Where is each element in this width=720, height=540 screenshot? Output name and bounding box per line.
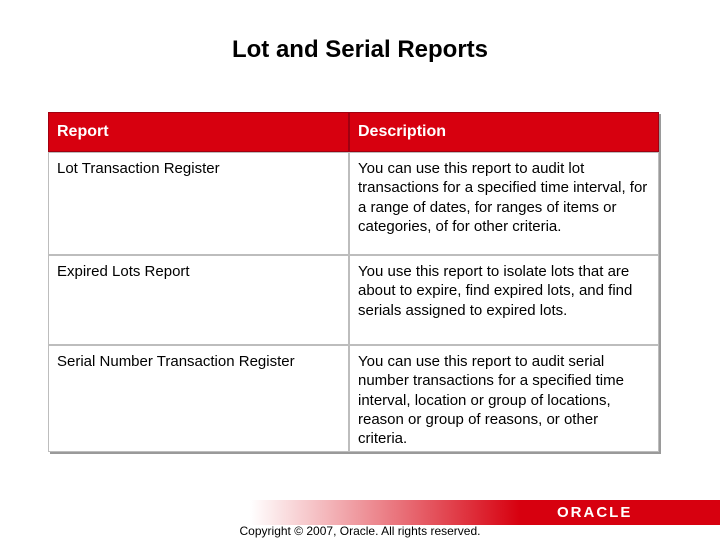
page-title: Lot and Serial Reports	[231, 36, 489, 63]
report-name: Lot Transaction Register	[48, 152, 349, 255]
report-description: You can use this report to audit serial number transactions for a specified time interval, location or group of locations, reason or group of reasons, or other criteria.	[349, 345, 659, 452]
oracle-logo: ORACLE	[557, 504, 633, 521]
report-name: Expired Lots Report	[48, 255, 349, 345]
report-description: You use this report to isolate lots that are about to expire, find expired lots, and find serials assigned to expired lots.	[349, 255, 659, 345]
footer-bar-gradient	[250, 500, 520, 525]
header-description: Description	[349, 112, 659, 152]
report-description: You can use this report to audit lot transactions for a specified time interval, for a range of dates, for ranges of items or categories, of for other criteria.	[349, 152, 659, 255]
reports-table	[48, 112, 659, 452]
footer-bar-light	[0, 500, 250, 525]
copyright-notice: Copyright © 2007, Oracle. All rights reserved.	[239, 524, 481, 538]
report-name: Serial Number Transaction Register	[48, 345, 349, 452]
header-report: Report	[48, 112, 349, 152]
